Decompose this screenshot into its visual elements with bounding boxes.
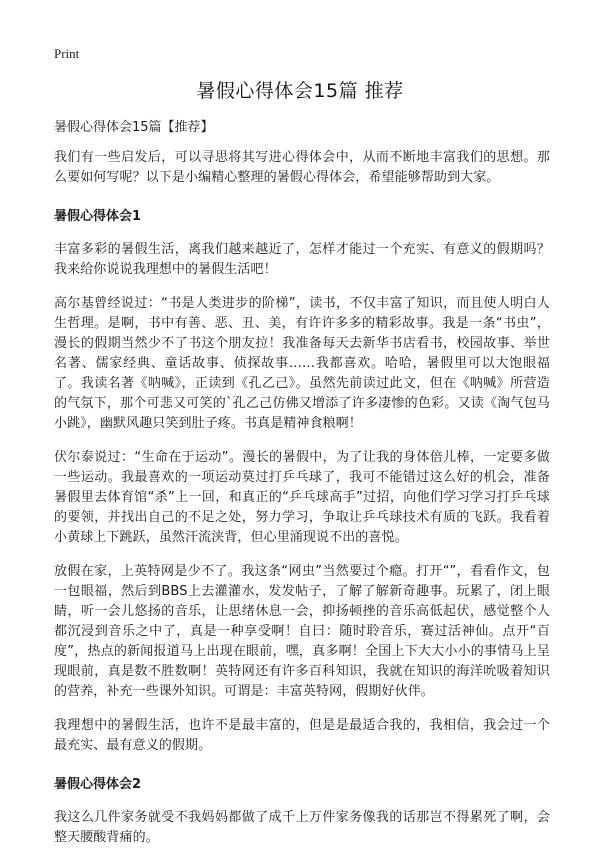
page-title: 暑假心得体会15篇 推荐 [196,80,404,102]
section-heading-1: 暑假心得体会1 [54,209,142,224]
intro-paragraph: 我们有一些启发后，可以寻思将其写进心得体会中，从而不断地丰富我们的思想。那么要如何写呢？以下是小编精心整理的暑假心得体会，希望能够帮助到大家。 [54,150,550,185]
section-1-paragraph-1: 丰富多彩的暑假生活，离我们越来越近了，怎样才能过一个充实、有意义的假期吗？我来给你说说我理想中的暑假生活吧！ [54,242,550,277]
section-1-paragraph-3: 伏尔泰说过：“生命在于运动”。漫长的暑假中，为了让我的身体倍儿棒，一定要多做一些运动。我最喜欢的一项运动莫过打乒乓球了，我可不能错过这么好的机会，准备暑假里去体育馆“杀”上一回，和真正的“乒乓球高手”过招，向他们学习学习打乒乓球的要领，并找出自己的不足之处，努力学习，争取让乒乓球技术有质的飞跃。我看着小黄球上下跳跃，虽然汗流浃背，但心里涌现说不出的喜悦。 [54,450,550,545]
section-1-paragraph-5: 我理想中的暑假生活，也许不是最丰富的，但是是最适合我的，我相信，我会过一个最充实、最有意义的假期。 [54,718,550,753]
section-heading-2: 暑假心得体会2 [54,777,142,792]
print-link[interactable]: Print [54,46,80,61]
section-1-paragraph-2: 高尔基曾经说过：“书是人类进步的阶梯”，读书，不仅丰富了知识，而且使人明白人生哲理。是啊，书中有善、恶、丑、美，有许许多多的精彩故事。我是一条“书虫”，漫长的假期当然少不了书这个朋友拉！我准备每天去新华书店看书，校园故事、举世名著、儒家经典、童话故事、侦探故事……我都喜欢。哈哈，暑假里可以大饱眼福了。我读名著《呐喊》，正读到《孔乙己》。虽然先前读过此文，但在《呐喊》所营造的气氛下，那个可悲又可笑的`孔乙己仿佛又增添了许多凄惨的色彩。又读《淘气包马小跳》，幽默风趣只笑到肚子疼。书真是精神食粮啊！ [54,296,550,431]
article-body [54,118,550,862]
section-1-paragraph-4: 放假在家，上英特网是少不了。我这条“网虫”当然要过个瘾。打开“”，看看作文，包一包眼福，然后到BBS上去灌灌水，发发帖子，了解了解新奇趣事。玩累了，闭上眼睛，听一会儿悠扬的音乐，让思绪休息一会，抑扬顿挫的音乐高低起伏，感觉整个人都沉浸到音乐之中了，真是一种享受啊！自曰：随时聆音乐，赛过活神仙。点开“百度”，热点的新闻报道马上出现在眼前，嘿，真多啊！全国上下大大小小的事情马上呈现眼前，真是数不胜数啊！英特网还有许多百科知识，我就在知识的海洋吮吸着知识的营养，补充一些课外知识。可谓是：丰富英特网，假期好伙伴。 [54,564,550,699]
article-subtitle: 暑假心得体会15篇【推荐】 [54,120,214,135]
section-2-paragraph-1: 我这么几件家务就受不我妈妈都做了成千上万件家务像我的话那岂不得累死了啊，会整天腰酸背痛的。 [54,810,550,845]
